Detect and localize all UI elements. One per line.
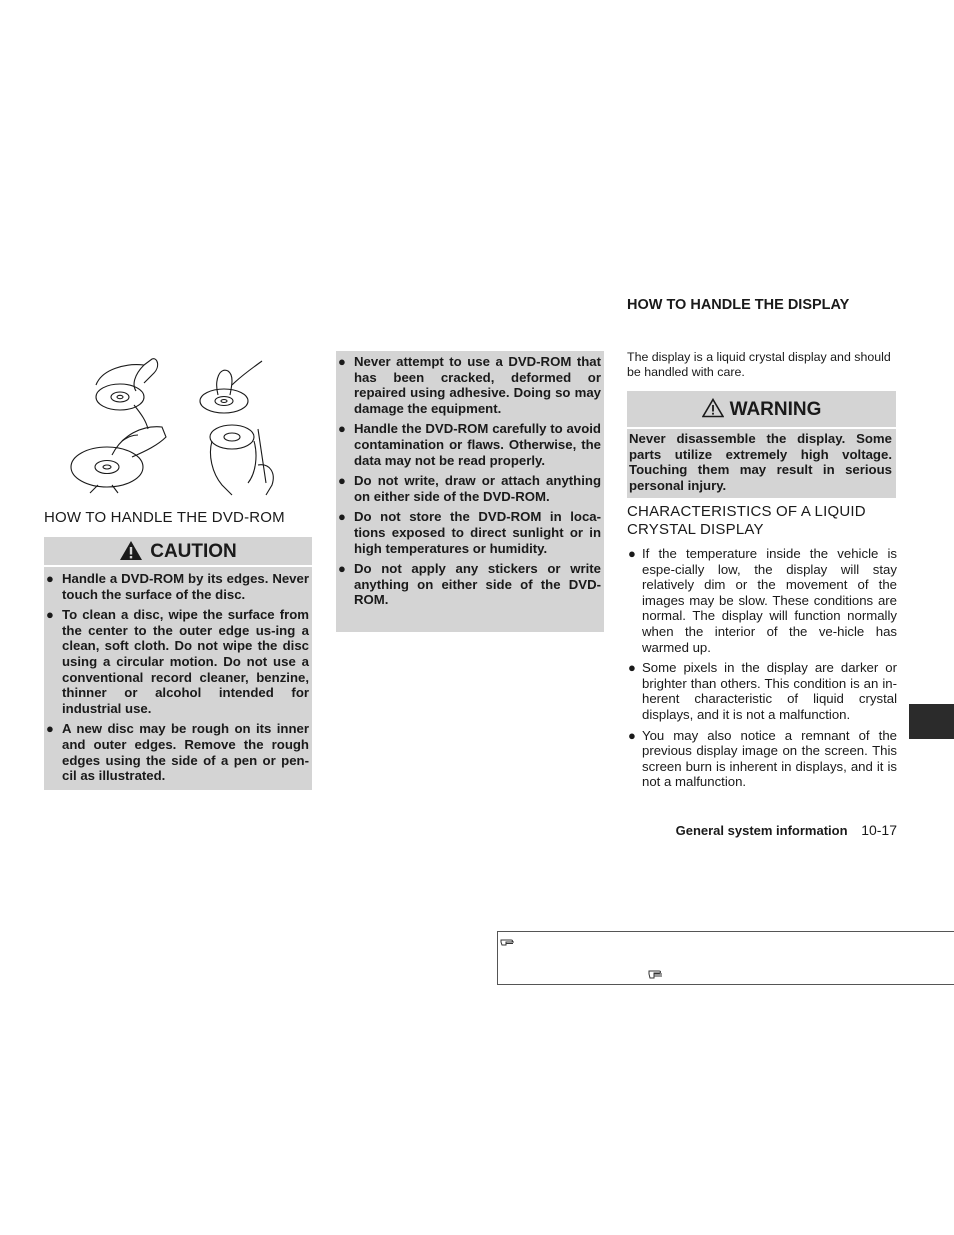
bullet-icon: ●	[338, 473, 346, 489]
list-item: ● Do not apply any stickers or write anything on either side of the DVD-ROM.	[338, 561, 601, 608]
warning-text: Never disassemble the display. Some parts utilize extremely high voltage. Touching them may result in serious personal injury.	[629, 431, 892, 493]
warning-header	[627, 391, 896, 429]
dvd-care-list	[336, 351, 604, 608]
bullet-icon: ●	[46, 607, 54, 623]
bullet-icon: ●	[628, 727, 636, 743]
pointing-hand-icon	[500, 934, 518, 952]
caution-header	[44, 537, 312, 567]
lcd-characteristics-title: CHARACTERISTICS OF A LIQUID CRYSTAL DISPLAY	[627, 503, 866, 538]
list-item: ● A new disc may be rough on its inner and outer edges. Remove the rough edges using the side of a pen or pen-cil as illustrated.	[46, 721, 309, 784]
bullet-icon: ●	[628, 546, 636, 561]
bullet-icon: ●	[338, 354, 346, 369]
list-item: ● To clean a disc, wipe the surface from the center to the outer edge us-ing a clean, soft cloth. Do not wipe the disc using a circular motion. Do not use a conventional record cleaner, benzine, thinner or alcohol intended for industrial use.	[46, 607, 309, 716]
display-section-title: HOW TO HANDLE THE DISPLAY	[627, 297, 850, 313]
caution-box	[44, 537, 312, 790]
pointing-hand-icon	[648, 967, 666, 985]
bullet-icon: ●	[46, 721, 54, 737]
warning-triangle-icon	[119, 540, 143, 567]
warning-box	[627, 391, 896, 498]
bullet-icon: ●	[338, 421, 346, 437]
display-intro: The display is a liquid crystal display and should be handled with care.	[627, 350, 891, 379]
bullet-icon: ●	[46, 571, 54, 586]
lcd-characteristics-list	[627, 546, 897, 795]
page-footer	[600, 822, 897, 838]
list-item: ● Do not write, draw or attach anything on either side of the DVD-ROM.	[338, 473, 601, 504]
chapter-edge-tab	[909, 704, 954, 739]
warning-title: WARNING	[729, 399, 822, 420]
list-item: ● If the temperature inside the vehicle is espe-cially low, the display will stay relatively dim or the movement of the images may be slow. These conditions are normal. The display will function normally when the interior of the ve-hicle has warmed up.	[628, 546, 897, 655]
warning-triangle-outline-icon	[702, 398, 724, 424]
bullet-icon: ●	[338, 561, 346, 577]
bullet-icon: ●	[628, 660, 636, 676]
list-item: ● Do not store the DVD-ROM in loca-tions exposed to direct sunlight or in high temperatures or humidity.	[338, 509, 601, 556]
list-item: ● Handle the DVD-ROM carefully to avoid contamination or flaws. Otherwise, the data may not be read properly.	[338, 421, 601, 468]
bullet-icon: ●	[338, 509, 346, 525]
caution-continued-box	[336, 351, 604, 632]
caution-title: CAUTION	[150, 541, 237, 562]
list-item: ● Some pixels in the display are darker or brighter than others. This condition is an in-herent characteristic of liquid crystal displays, and it is not a malfunction.	[628, 660, 897, 722]
dvd-handling-illustration	[62, 355, 284, 497]
footer-section: General system information	[675, 823, 848, 838]
list-item: ● Handle a DVD-ROM by its edges. Never touch the surface of the disc.	[46, 571, 309, 602]
list-item: ● You may also notice a remnant of the previous display image on the screen. This screen burn is inherent in displays, and it is not a malfunction.	[628, 727, 897, 790]
page-number: 10-17	[861, 822, 897, 838]
dvd-section-title: HOW TO HANDLE THE DVD-ROM	[44, 509, 285, 526]
reference-box	[497, 931, 954, 985]
list-item: ● Never attempt to use a DVD-ROM that has been cracked, deformed or repaired using adhesive. Doing so may damage the equipment.	[338, 354, 601, 416]
caution-list	[44, 567, 312, 784]
